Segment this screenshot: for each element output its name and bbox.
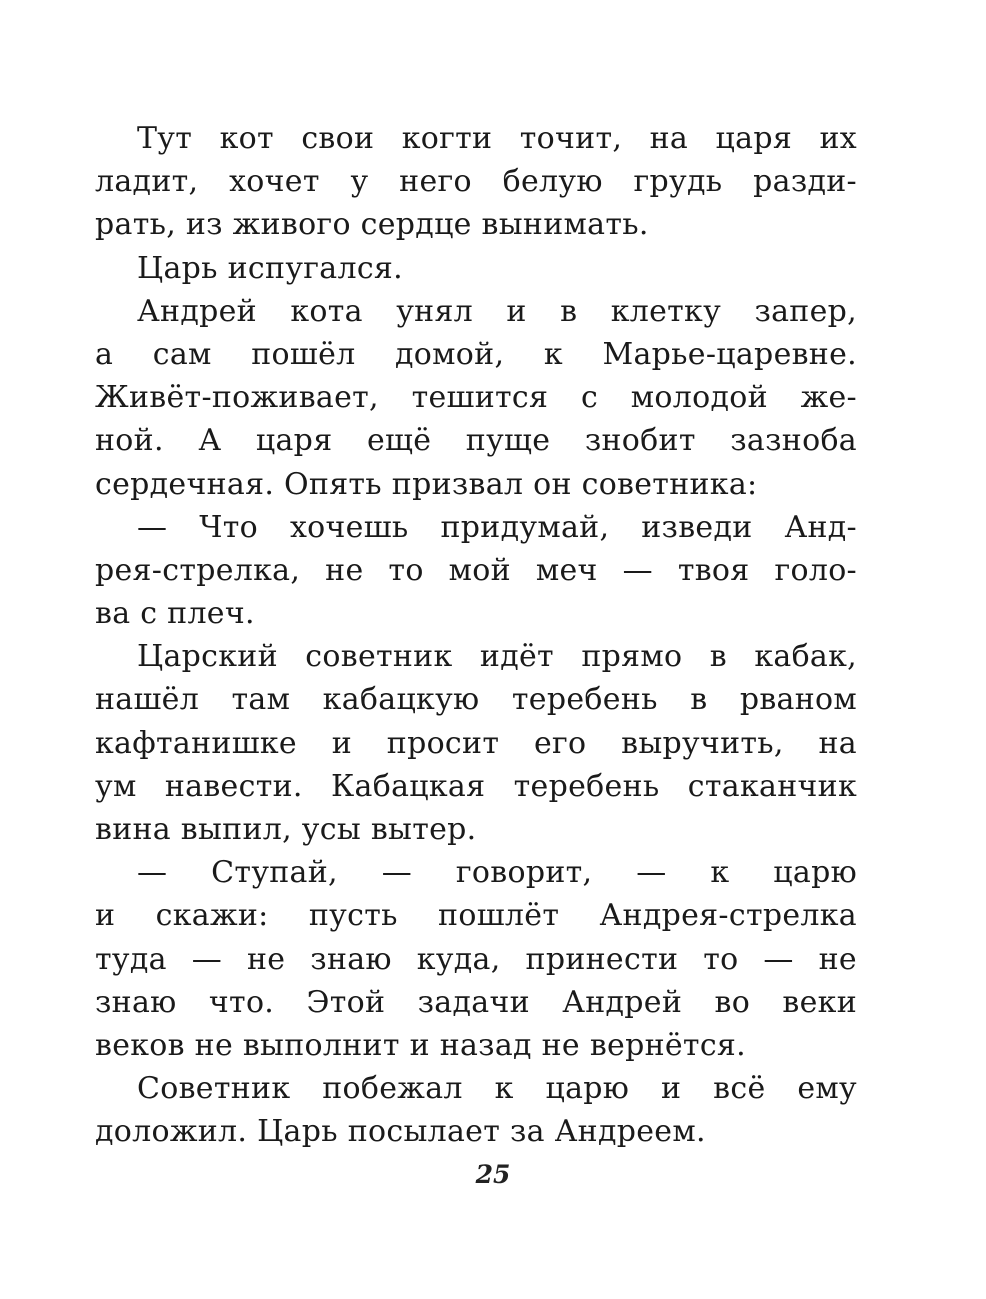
text-line: веков не выполнит и назад не вернётся. [95,1027,746,1063]
text-line: сердечная. Опять призвал он советника: [95,466,758,502]
text-line: Тут кот свои когти точит, на царя их [137,121,857,156]
book-page-text [95,117,857,1154]
text-line: туда — не знаю куда, принести то — не [95,941,857,977]
text-line: Советник побежал к царю и всё ему [137,1071,857,1107]
text-line: а сам пошёл домой, к Марье-царевне. [95,336,857,372]
text-line: ва с плеч. [95,596,255,632]
text-line: рать, из живого сердце вынимать. [95,207,649,243]
text-line: кафтанишке и просит его выручить, на [95,725,857,761]
page-number: 25 [475,1160,511,1189]
text-line: Андрей кота унял и в клетку запер, [137,293,857,329]
text-line: Царский советник идёт прямо в кабак, [137,639,857,675]
text-line: ум навести. Кабацкая теребень стаканчик [95,768,857,804]
text-line: Царь испугался. [137,250,403,286]
text-line: Живёт-поживает, тешится с молодой же- [95,380,857,416]
text-line: доложил. Царь посылает за Андреем. [95,1114,706,1150]
text-line: — Что хочешь придумай, изведи Анд- [137,509,857,545]
text-line: и скажи: пусть пошлёт Андрея-стрелка [95,898,857,934]
text-line: нашёл там кабацкую теребень в рваном [95,682,857,718]
text-line: вина выпил, усы вытер. [95,812,477,847]
text-line: рея-стрелка, не то мой меч — твоя голо- [95,552,857,588]
text-line: — Ступай, — говорит, — к царю [137,855,857,891]
text-line: ной. А царя ещё пуще знобит зазноба [95,423,857,459]
text-line: знаю что. Этой задачи Андрей во веки [95,984,857,1020]
text-line: ладит, хочет у него белую грудь разди- [95,164,857,200]
